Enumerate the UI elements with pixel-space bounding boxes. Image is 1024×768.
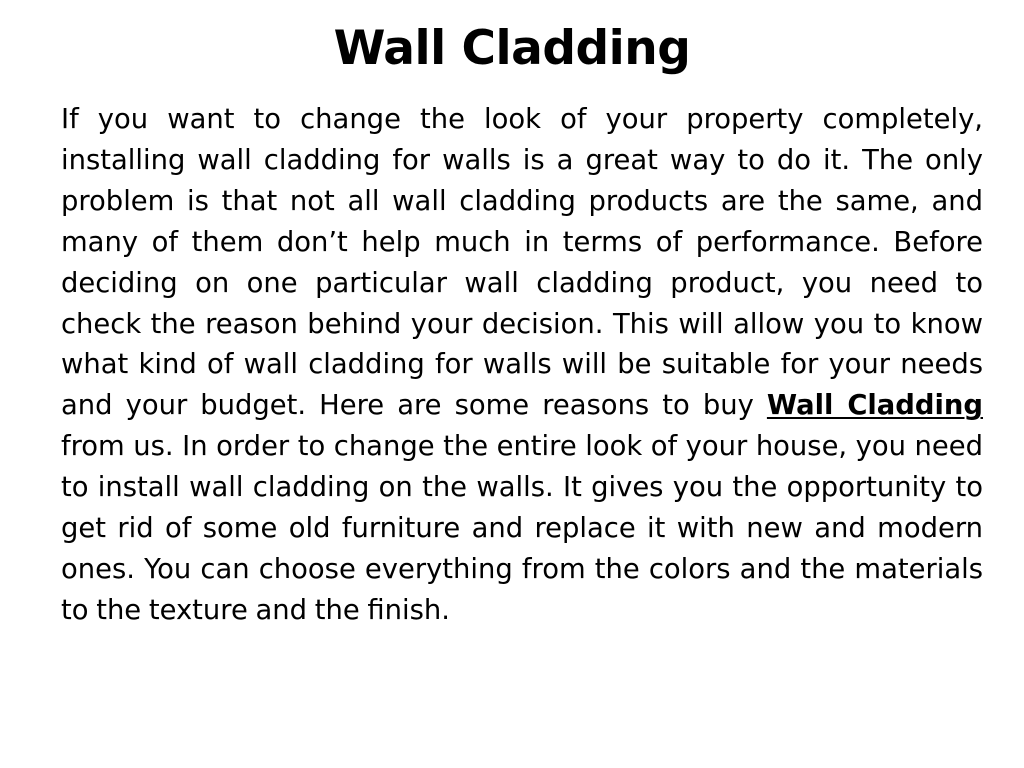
body-paragraph [61,100,983,632]
body-text-after-link: from us. In order to change the entire look of your house, you need to install wall cladding on the walls. It gives you the opportunity to get rid of some old furniture and replace it with new and modern ones. You can choose everything from the colors and the materials to the texture and the finish. [61,431,983,626]
body-text-before-link: If you want to change the look of your property completely, installing wall cladding for walls is a great way to do it. The only problem is that not all wall cladding products are the same, and many of them don’t help much in terms of performance. Before deciding on one particular wall cladding product, you need to check the reason behind your decision. This will allow you to know what kind of wall cladding for walls will be suitable for your needs and your budget. Here are some reasons to buy [61,104,983,422]
page-title: Wall Cladding [333,21,691,76]
wall-cladding-link[interactable]: Wall Cladding [766,390,983,422]
